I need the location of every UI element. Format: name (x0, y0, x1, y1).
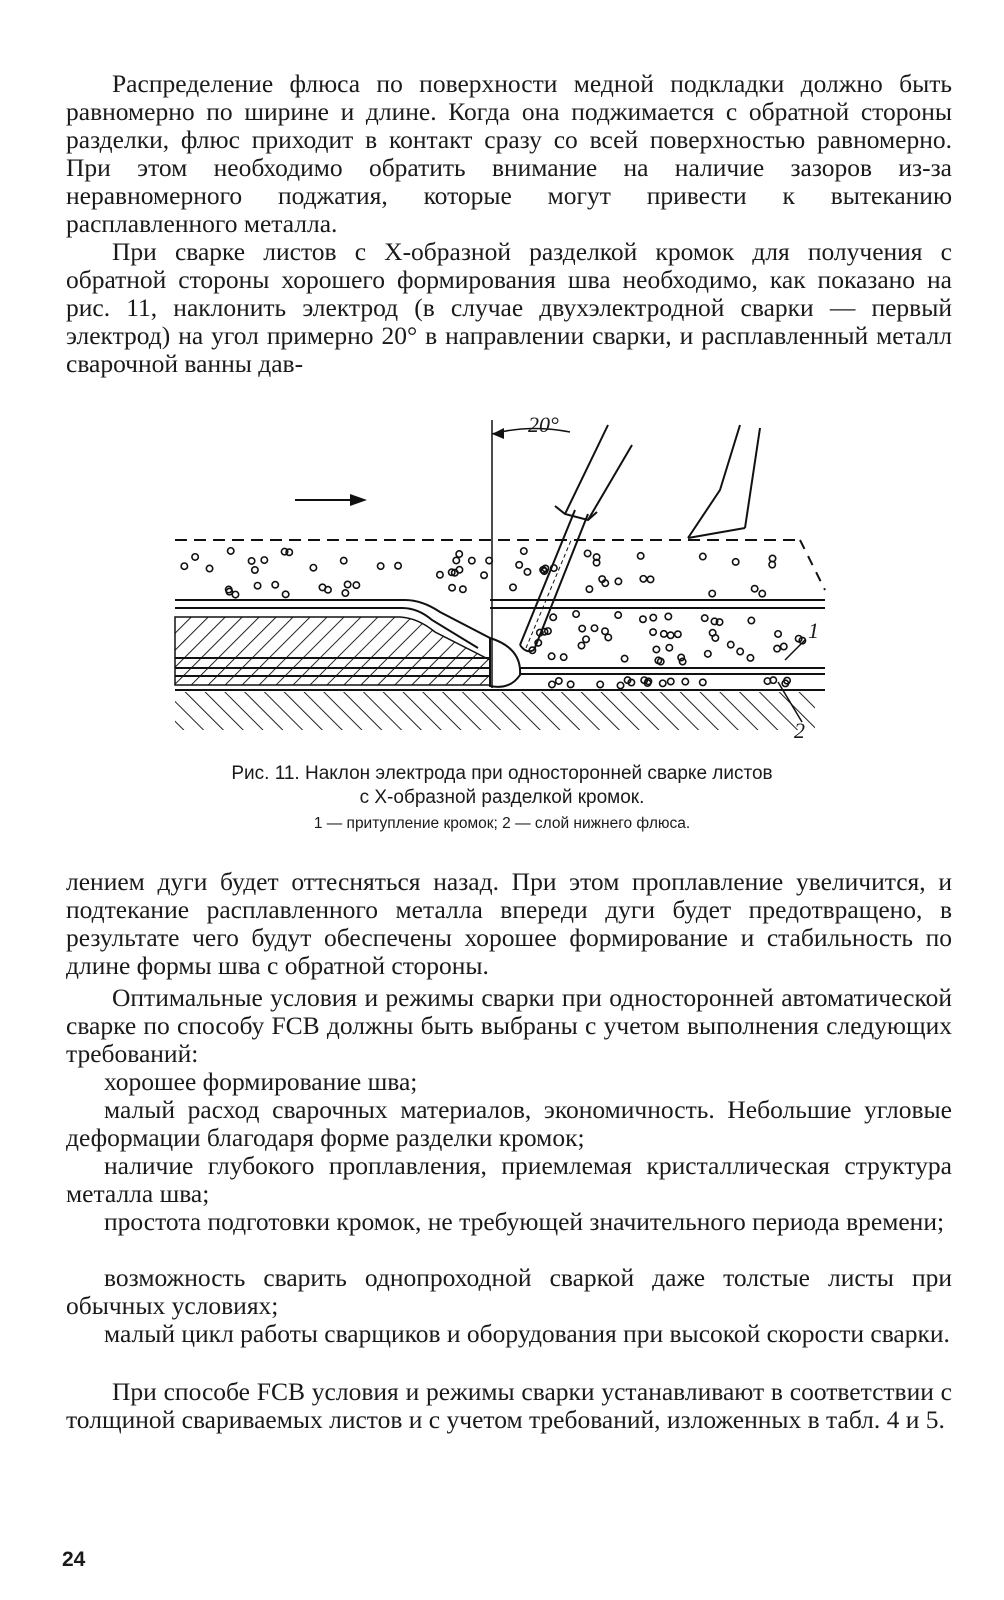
angle-label: 20° (528, 412, 559, 437)
paragraph-x-groove-welding: При сварке листов с Х-образной разделкой кромок для получения с обратной стороны хорошего формирования шва необходимо, как показано на рис. 11, наклонить электрод (в случае двухэлектродной сварки — первый электрод) на угол примерно 20° в направлении сварки, и расплавленный металл сварочной ванны дав- (66, 237, 952, 378)
figure-caption-line2: с Х-образной разделкой кромок. (359, 787, 645, 808)
figure-electrode-tilt (160, 410, 840, 750)
plate-left (175, 617, 500, 685)
paragraph-optimal-conditions: Оптимальные условия и режимы сварки при односторонней автоматической сварке по способу FCB должны быть выбраны с учетом выполнения следующих требований: (66, 983, 952, 1068)
requirement-item: малый цикл работы сварщиков и оборудования при высокой скорости сварки. (104, 1319, 950, 1348)
figure-legend: 1 — притупление кромок; 2 — слой нижнего флюса. (313, 815, 691, 832)
label-1: 1 (808, 618, 819, 643)
label-2: 2 (794, 718, 805, 743)
paragraph-flux-distribution: Распределение флюса по поверхности медной подкладки должно быть равномерно по ширине и длине. Когда она поджимается с обратной стороны разделки, флюс приходит в контакт сразу со всей поверхностью равномерно. При этом необходимо обратить внимание на наличие зазоров из-за неравномерного поджатия, которые могут привести к вытеканию расплавленного металла. (66, 69, 952, 238)
page-number: 24 (62, 1548, 86, 1571)
requirement-item: возможность сварить однопроходной сваркой даже толстые листы при обычных условиях; (66, 1263, 952, 1320)
weld-pool (490, 638, 520, 687)
copper-backing (175, 692, 815, 730)
requirement-item: простота подготовки кромок, не требующей значительного периода времени; (104, 1207, 945, 1236)
paragraph-fcb-conditions: При способе FCB условия и режимы сварки устанавливают в соответствии с толщиной свариваемых листов и с учетом требований, изложенных в табл. 4 и 5. (66, 1377, 952, 1434)
requirement-item: малый расход сварочных материалов, экономичность. Небольшие угловые деформации благодаря форме разделки кромок; (66, 1095, 952, 1152)
figure-caption-line1: Рис. 11. Наклон электрода при односторонней сварке листов (231, 763, 773, 784)
welding-direction-arrow (295, 494, 367, 506)
paragraph-arc-pressure: лением дуги будет оттесняться назад. При этом проплавление увеличится, и подтекание расплавленного металла впереди дуги будет предотвращено, в результате чего будут обеспечены хорошее формирование и стабильность по длине формы шва с обратной стороны. (66, 867, 952, 980)
second-electrode (688, 425, 760, 538)
requirement-item: наличие глубокого проплавления, приемлемая кристаллическая структура металла шва; (66, 1151, 952, 1208)
requirement-item: хорошее формирование шва; (104, 1067, 418, 1096)
